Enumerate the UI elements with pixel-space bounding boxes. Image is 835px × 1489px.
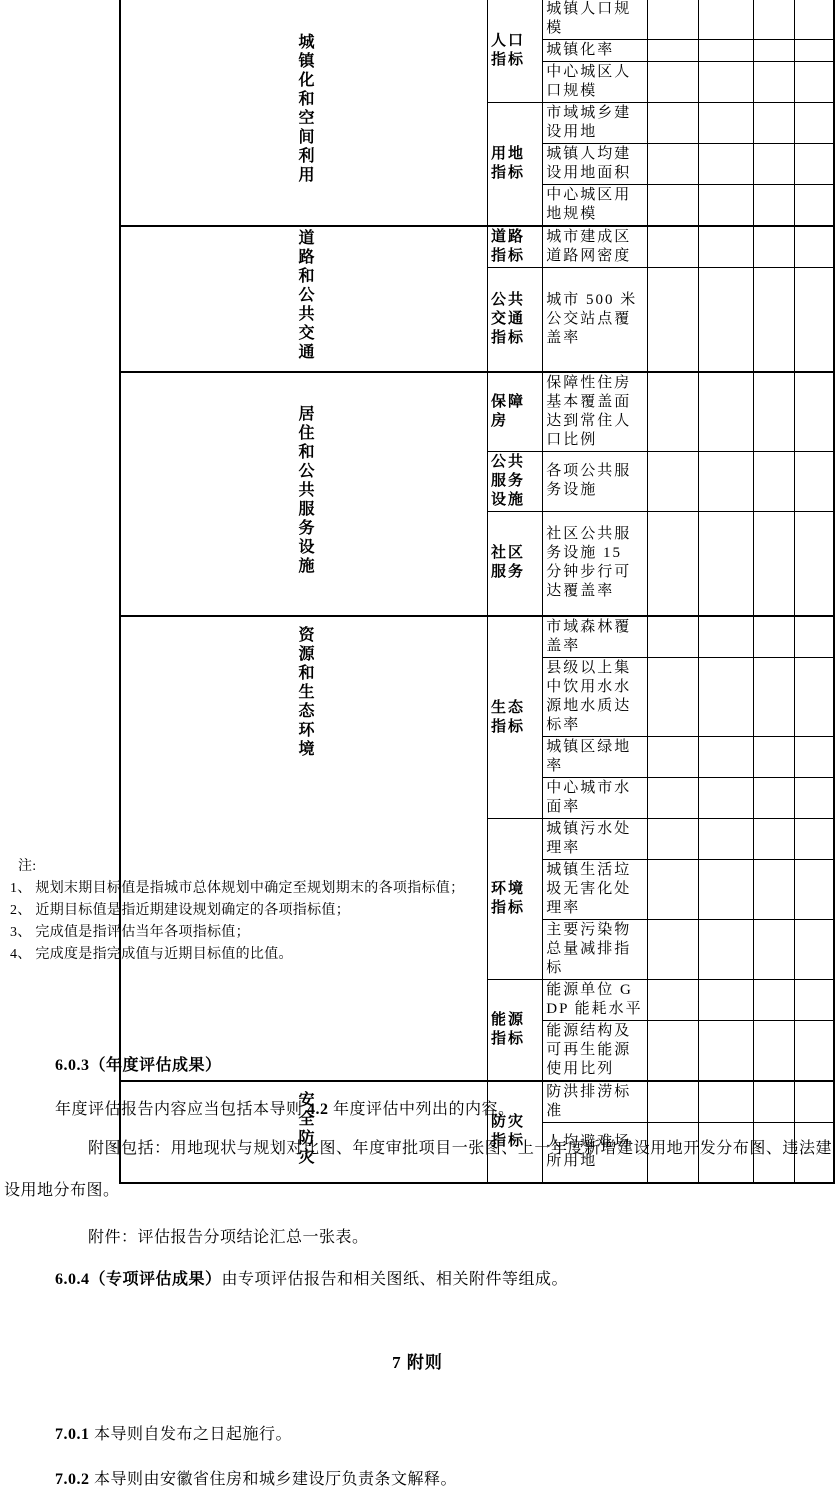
paragraph-annual-report-before: 年度评估报告内容应当包括本导则 (55, 1101, 308, 1118)
value-cell (698, 616, 754, 658)
value-cell (648, 1021, 699, 1082)
indicator-cell: 防洪排涝标准 (543, 1081, 648, 1123)
value-cell (698, 860, 754, 920)
value-cell (648, 103, 699, 144)
value-cell (794, 144, 834, 185)
value-cell (698, 62, 754, 103)
paragraph-attached-maps: 附图包括：用地现状与规划对比图、年度审批项目一张图、上一年度新增建设用地开发分布图、违法建设用地分布图。 (4, 1140, 832, 1199)
indicator-cell: 城镇区绿地率 (543, 737, 648, 778)
group-header-cell: 用地指标 (488, 103, 543, 227)
value-cell (648, 62, 699, 103)
indicator-cell: 主要污染物总量减排指标 (543, 920, 648, 980)
value-cell (698, 40, 754, 62)
value-cell (754, 616, 795, 658)
value-cell (794, 980, 834, 1021)
value-cell (698, 1081, 754, 1123)
value-cell (698, 372, 754, 452)
section-ref-4-2: 4.2 (307, 1101, 329, 1118)
value-cell (698, 658, 754, 737)
clause-7-0-2-number: 7.0.2 (55, 1471, 90, 1488)
group-header-cell: 能源指标 (488, 980, 543, 1082)
group-header-cell: 公共交通指标 (488, 268, 543, 372)
section-header-text: 居住和公共服务设施 (296, 405, 313, 577)
indicator-cell: 城镇污水处理率 (543, 819, 648, 860)
group-header-cell: 防灾指标 (488, 1081, 543, 1183)
section-header-text: 城镇化和空间利用 (296, 33, 313, 185)
value-cell (648, 372, 699, 452)
value-cell (648, 268, 699, 372)
value-cell (794, 372, 834, 452)
note-item-1: 1、 规划末期目标值是指城市总体规划中确定至规划期末的各项指标值； (10, 881, 465, 896)
value-cell (794, 737, 834, 778)
notes-label: 注: (18, 859, 37, 874)
value-cell (698, 980, 754, 1021)
indicator-cell: 人均避难场所用地 (543, 1123, 648, 1183)
value-cell (794, 511, 834, 616)
paragraph-6-0-4-rest: 由专项评估报告和相关图纸、相关附件等组成。 (221, 1271, 569, 1288)
value-cell (794, 920, 834, 980)
value-cell (754, 778, 795, 819)
indicator-cell: 城镇化率 (543, 40, 648, 62)
indicator-cell: 市域森林覆盖率 (543, 616, 648, 658)
indicator-cell: 县级以上集中饮用水水源地水质达标率 (543, 658, 648, 737)
group-header-cell: 人口指标 (488, 0, 543, 103)
indicator-cell: 中心城区用地规模 (543, 185, 648, 227)
value-cell (754, 1081, 795, 1123)
indicator-cell: 中心城区人口规模 (543, 62, 648, 103)
value-cell (794, 658, 834, 737)
notes-block (10, 856, 464, 966)
value-cell (698, 226, 754, 268)
value-cell (754, 103, 795, 144)
group-header-cell: 道路指标 (488, 226, 543, 268)
value-cell (698, 0, 754, 40)
indicator-cell: 城镇人口规模 (543, 0, 648, 40)
value-cell (648, 451, 699, 511)
value-cell (754, 451, 795, 511)
value-cell (754, 268, 795, 372)
value-cell (754, 658, 795, 737)
value-cell (754, 372, 795, 452)
section-header-text: 道路和公共交通 (296, 229, 313, 363)
value-cell (794, 778, 834, 819)
section-header-cell (120, 0, 488, 226)
value-cell (698, 1021, 754, 1082)
heading-6-0-4: 6.0.4（专项评估成果） (55, 1271, 222, 1288)
value-cell (648, 819, 699, 860)
group-header-cell: 社区服务 (488, 511, 543, 616)
value-cell (648, 1081, 699, 1123)
value-cell (648, 185, 699, 227)
value-cell (648, 778, 699, 819)
value-cell (648, 980, 699, 1021)
value-cell (794, 185, 834, 227)
indicator-table (119, 0, 835, 1184)
value-cell (754, 40, 795, 62)
clause-7-0-1-number: 7.0.1 (55, 1426, 90, 1443)
value-cell (698, 737, 754, 778)
indicator-cell: 能源单位 GDP 能耗水平 (543, 980, 648, 1021)
note-item-4: 4、 完成度是指完成值与近期目标值的比值。 (10, 947, 293, 962)
group-header-cell: 公共服务设施 (488, 451, 543, 511)
value-cell (648, 658, 699, 737)
value-cell (794, 819, 834, 860)
paragraph-attachment: 附件：评估报告分项结论汇总一张表。 (88, 1229, 369, 1246)
note-item-3: 3、 完成值是指评估当年各项指标值； (10, 925, 250, 940)
value-cell (794, 0, 834, 40)
value-cell (648, 920, 699, 980)
value-cell (698, 920, 754, 980)
indicator-cell: 城市 500 米公交站点覆盖率 (543, 268, 648, 372)
indicator-cell: 各项公共服务设施 (543, 451, 648, 511)
value-cell (794, 1081, 834, 1123)
paragraph-annual-report-after: 年度评估中列出的内容。 (328, 1101, 515, 1118)
value-cell (648, 144, 699, 185)
value-cell (794, 103, 834, 144)
value-cell (794, 1021, 834, 1082)
value-cell (754, 185, 795, 227)
value-cell (754, 0, 795, 40)
value-cell (698, 185, 754, 227)
value-cell (794, 451, 834, 511)
value-cell (698, 268, 754, 372)
value-cell (648, 226, 699, 268)
paragraph-7-0-1 (55, 1421, 292, 1444)
value-cell (648, 737, 699, 778)
value-cell (698, 819, 754, 860)
value-cell (754, 62, 795, 103)
heading-chapter-7: 7 附则 (392, 1353, 443, 1372)
value-cell (754, 920, 795, 980)
value-cell (754, 511, 795, 616)
value-cell (794, 860, 834, 920)
group-header-cell: 生态指标 (488, 616, 543, 819)
group-header-cell: 环境指标 (488, 819, 543, 980)
value-cell (648, 860, 699, 920)
indicator-cell: 社区公共服务设施 15 分钟步行可达覆盖率 (543, 511, 648, 616)
value-cell (794, 268, 834, 372)
value-cell (754, 1021, 795, 1082)
note-item-2: 2、 近期目标值是指近期建设规划确定的各项指标值； (10, 903, 350, 918)
value-cell (698, 451, 754, 511)
indicator-cell: 中心城市水面率 (543, 778, 648, 819)
value-cell (698, 144, 754, 185)
indicator-cell: 保障性住房基本覆盖面达到常住人口比例 (543, 372, 648, 452)
clause-7-0-2-text: 本导则由安徽省住房和城乡建设厅负责条文解释。 (89, 1471, 458, 1488)
value-cell (698, 778, 754, 819)
paragraph-7-0-2 (55, 1466, 457, 1489)
value-cell (648, 616, 699, 658)
indicator-cell: 城市建成区道路网密度 (543, 226, 648, 268)
section-header-cell (120, 372, 488, 617)
value-cell (648, 40, 699, 62)
value-cell (754, 819, 795, 860)
indicator-cell: 城镇生活垃圾无害化处理率 (543, 860, 648, 920)
value-cell (794, 616, 834, 658)
section-header-cell (120, 226, 488, 372)
group-header-cell: 保障房 (488, 372, 543, 452)
value-cell (794, 62, 834, 103)
value-cell (648, 511, 699, 616)
value-cell (754, 144, 795, 185)
value-cell (754, 980, 795, 1021)
indicator-cell: 城镇人均建设用地面积 (543, 144, 648, 185)
section-header-text: 安全防灾 (296, 1090, 313, 1167)
indicator-cell: 能源结构及可再生能源使用比列 (543, 1021, 648, 1082)
value-cell (754, 226, 795, 268)
paragraph-annual-report (55, 1096, 515, 1119)
value-cell (698, 103, 754, 144)
indicator-cell: 市域城乡建设用地 (543, 103, 648, 144)
clause-7-0-1-text: 本导则自发布之日起施行。 (89, 1426, 293, 1443)
heading-6-0-3: 6.0.3（年度评估成果） (55, 1057, 222, 1074)
value-cell (754, 737, 795, 778)
paragraph-6-0-4 (55, 1266, 568, 1289)
section-header-text: 资源和生态环境 (296, 626, 313, 759)
value-cell (794, 40, 834, 62)
value-cell (754, 860, 795, 920)
value-cell (698, 511, 754, 616)
value-cell (794, 226, 834, 268)
value-cell (648, 0, 699, 40)
section-header-cell (120, 616, 488, 1081)
